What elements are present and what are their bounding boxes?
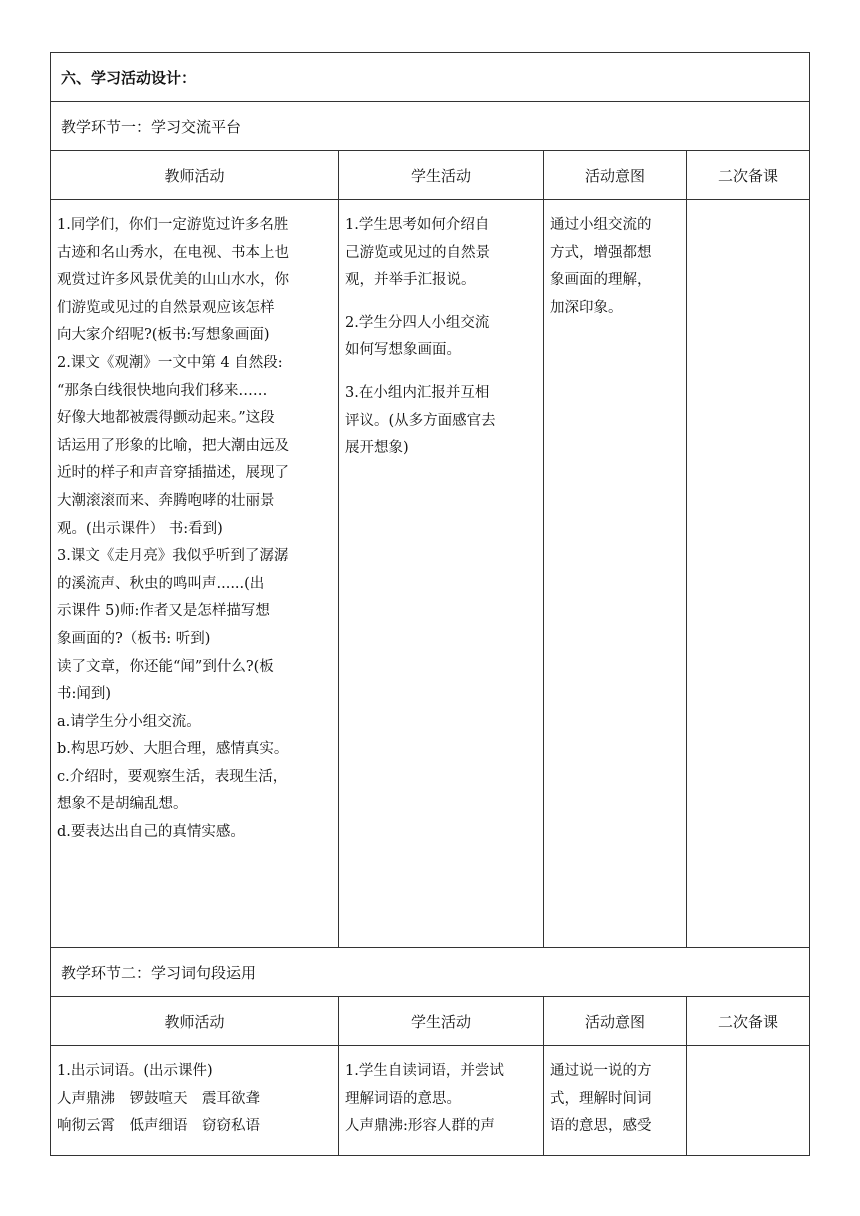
section-title: 六、学习活动设计： [51, 53, 810, 102]
stage1-student-cell [339, 200, 544, 948]
teacher-line: “那条白线很快地向我们移来…… [57, 382, 268, 399]
teacher-line: 1.出示词语。(出示课件) [57, 1063, 213, 1079]
teacher-line: d.要表达出自己的真情实感。 [57, 824, 245, 841]
intent-line: 方式，增强都想 [550, 244, 652, 261]
stage1-second-prep-cell [687, 200, 810, 948]
stage2-intent-cell [544, 1046, 687, 1156]
header-second-prep: 二次备课 [687, 997, 810, 1046]
activity-design-table [50, 52, 810, 1156]
teacher-line: 近时的样子和声音穿插描述，展现了 [57, 465, 289, 482]
intent-line: 通过小组交流的 [550, 217, 652, 233]
teacher-line: 观。(出示课件） 书:看到) [57, 520, 223, 537]
teacher-line: 1.同学们，你们一定游览过许多名胜 [57, 217, 289, 233]
intent-line: 语的意思，感受 [550, 1118, 652, 1135]
student-paragraph [345, 212, 537, 295]
teacher-line: a.请学生分小组交流。 [57, 713, 201, 730]
teacher-line: 好像大地都被震得颤动起来。”这段 [57, 410, 275, 427]
stage1-intent-cell [544, 200, 687, 948]
teacher-line: 古迹和名山秀水，在电视、书本上也 [57, 244, 289, 261]
stage1-title: 教学环节一：学习交流平台 [51, 102, 810, 151]
header-activity-intent: 活动意图 [544, 151, 687, 200]
teacher-line: 书:闻到) [57, 686, 112, 703]
header-second-prep: 二次备课 [687, 151, 810, 200]
teacher-line: 们游览或见过的自然景观应该怎样 [57, 299, 275, 316]
header-student-activity: 学生活动 [339, 997, 544, 1046]
student-line: 1.学生自读词语，并尝试 [345, 1063, 504, 1079]
teacher-line: b.构思巧妙、大胆合理，感情真实。 [57, 741, 289, 758]
student-paragraph [345, 310, 537, 365]
teacher-line: c.介绍时，要观察生活，表现生活， [57, 768, 288, 785]
student-line: 如何写想象画面。 [345, 342, 461, 359]
intent-line: 式，理解时间词 [550, 1090, 652, 1107]
header-teacher-activity: 教师活动 [51, 997, 339, 1046]
student-line: 己游览或见过的自然景 [345, 244, 490, 261]
teacher-line: 响彻云霄 低声细语 窃窃私语 [57, 1118, 260, 1135]
stage2-student-cell [339, 1046, 544, 1156]
teacher-line: 观赏过许多风景优美的山山水水，你 [57, 272, 289, 289]
intent-line: 通过说一说的方 [550, 1063, 652, 1079]
teacher-line: 象画面的?（板书: 听到) [57, 630, 211, 647]
teacher-line: 2.课文《观潮》一文中第 4 自然段: [57, 354, 283, 371]
student-line: 展开想象) [345, 440, 409, 457]
header-student-activity: 学生活动 [339, 151, 544, 200]
teacher-line: 3.课文《走月亮》我似乎听到了潺潺 [57, 548, 289, 565]
student-paragraph [345, 380, 537, 463]
teacher-line: 读了文章，你还能“闻”到什么?(板 [57, 658, 274, 675]
teacher-line: 人声鼎沸 锣鼓喧天 震耳欲聋 [57, 1090, 260, 1107]
teacher-line: 示课件 5)师:作者又是怎样描写想 [57, 603, 270, 620]
student-line: 3.在小组内汇报并互相 [345, 384, 490, 401]
student-line: 评议。(从多方面感官去 [345, 412, 496, 429]
header-activity-intent: 活动意图 [544, 997, 687, 1046]
stage2-second-prep-cell [687, 1046, 810, 1156]
stage1-teacher-cell [51, 200, 339, 948]
teacher-line: 话运用了形象的比喻，把大潮由远及 [57, 437, 289, 454]
intent-line: 象画面的理解， [550, 272, 652, 289]
teacher-line: 的溪流声、秋虫的鸣叫声......(出 [57, 575, 265, 592]
teacher-line: 向大家介绍呢?(板书:写想象画面) [57, 327, 270, 344]
student-line: 1.学生思考如何介绍自 [345, 217, 490, 233]
student-line: 2.学生分四人小组交流 [345, 314, 490, 331]
stage2-title: 教学环节二：学习词句段运用 [51, 948, 810, 997]
student-line: 观，并举手汇报说。 [345, 272, 476, 289]
stage2-teacher-cell [51, 1046, 339, 1156]
teacher-line: 大潮滚滚而来、奔腾咆哮的壮丽景 [57, 492, 275, 509]
student-line: 人声鼎沸:形容人群的声 [345, 1118, 495, 1135]
teacher-line: 想象不是胡编乱想。 [57, 796, 188, 813]
header-teacher-activity: 教师活动 [51, 151, 339, 200]
student-line: 理解词语的意思。 [345, 1090, 461, 1107]
intent-line: 加深印象。 [550, 299, 623, 316]
